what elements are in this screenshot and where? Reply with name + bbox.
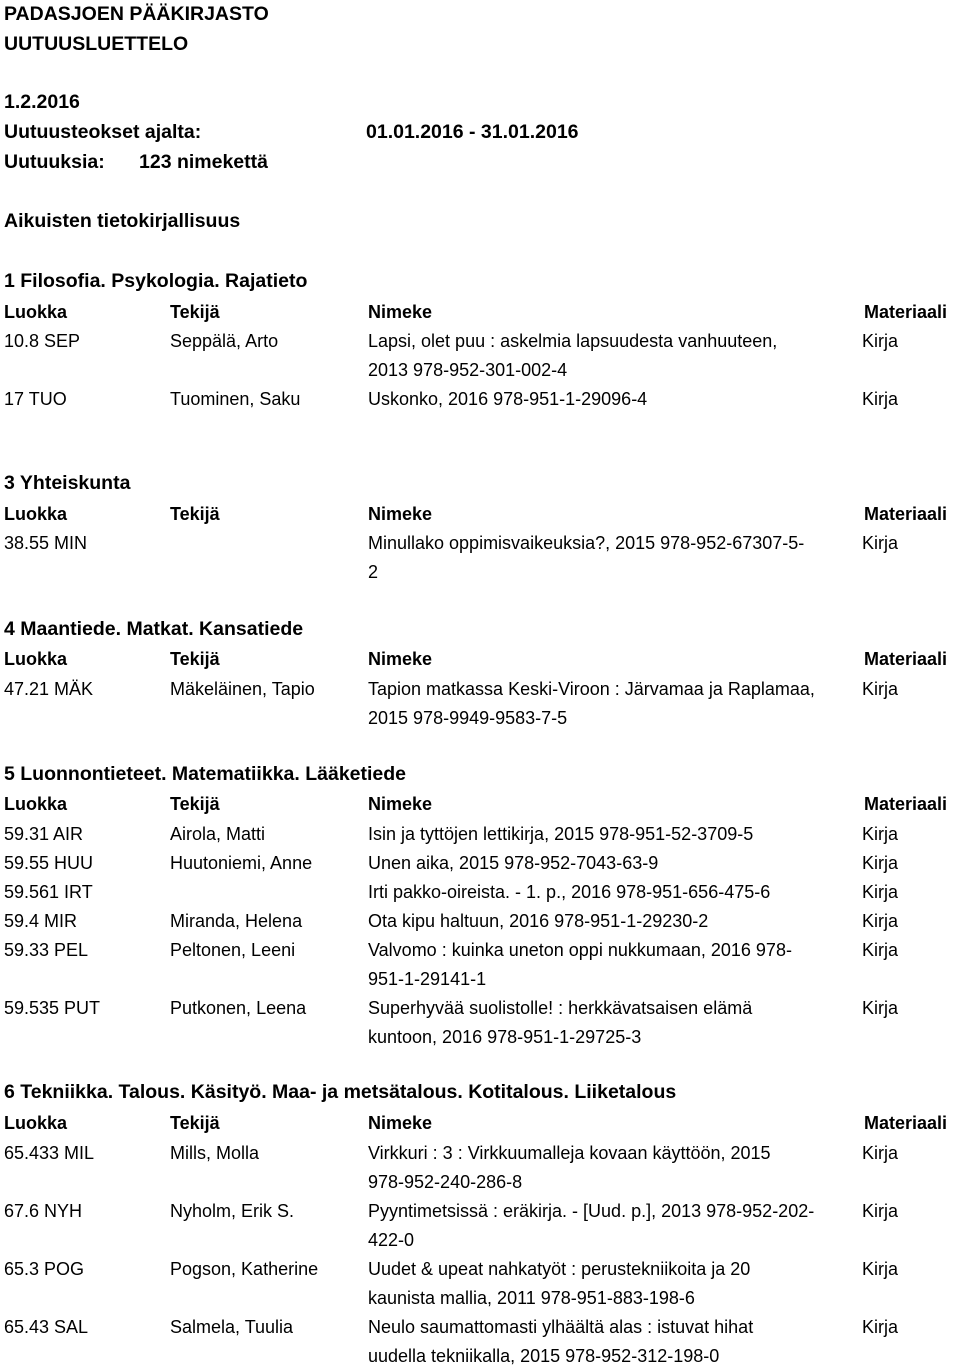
cell-luokka: 59.535 PUT	[4, 998, 101, 1018]
nimeke-line-1: Minullako oppimisvaikeuksia?, 2015 978-952-67307-5-	[368, 533, 805, 553]
cell-nimeke	[368, 994, 854, 1052]
period-value: 01.01.2016 - 31.01.2016	[366, 121, 579, 143]
cell-nimeke	[368, 675, 854, 733]
column-header-tekija: Tekijä	[170, 649, 220, 669]
cell-nimeke	[368, 907, 854, 936]
column-header-tekija: Tekijä	[170, 504, 220, 524]
section-title: 4 Maantiede. Matkat. Kansatiede	[4, 618, 304, 640]
column-header-nimeke: Nimeke	[368, 302, 433, 322]
cell-materiaali: Kirja	[862, 679, 899, 699]
cell-tekija: Huutoniemi, Anne	[170, 853, 313, 873]
cell-tekija: Seppälä, Arto	[170, 331, 279, 351]
library-name: PADASJOEN PÄÄKIRJASTO	[4, 3, 269, 25]
count-label: Uutuuksia:	[4, 151, 105, 173]
nimeke-line-2: kuntoon, 2016 978-951-1-29725-3	[368, 1027, 642, 1047]
cell-materiaali: Kirja	[862, 389, 899, 409]
cell-nimeke	[368, 1313, 854, 1371]
cell-tekija: Nyholm, Erik S.	[170, 1201, 295, 1221]
nimeke-line-2: kaunista mallia, 2011 978-951-883-198-6	[368, 1288, 695, 1308]
cell-nimeke	[368, 878, 854, 907]
cell-luokka: 59.31 AIR	[4, 824, 84, 844]
cell-materiaali: Kirja	[862, 998, 899, 1018]
nimeke-line-1: Lapsi, olet puu : askelmia lapsuudesta vanhuuteen,	[368, 331, 778, 351]
cell-nimeke	[368, 385, 854, 414]
cell-nimeke	[368, 820, 854, 849]
cell-luokka: 59.561 IRT	[4, 882, 93, 902]
column-header-tekija: Tekijä	[170, 1113, 220, 1133]
nimeke-line-1: Ota kipu haltuun, 2016 978-951-1-29230-2	[368, 911, 709, 931]
nimeke-line-1: Unen aika, 2015 978-952-7043-63-9	[368, 853, 659, 873]
cell-materiaali: Kirja	[862, 1317, 899, 1337]
column-header-tekija: Tekijä	[170, 302, 220, 322]
cell-nimeke	[368, 529, 854, 587]
section-title: 1 Filosofia. Psykologia. Rajatieto	[4, 270, 308, 292]
column-header-luokka: Luokka	[4, 302, 68, 322]
cell-tekija: Mäkeläinen, Tapio	[170, 679, 315, 699]
cell-nimeke	[368, 936, 854, 994]
category-title: Aikuisten tietokirjallisuus	[4, 210, 241, 232]
nimeke-line-1: Virkkuri : 3 : Virkkuumalleja kovaan käyttöön, 2015	[368, 1143, 771, 1163]
cell-nimeke	[368, 1197, 854, 1255]
list-date: 1.2.2016	[4, 91, 80, 113]
cell-luokka: 65.3 POG	[4, 1259, 85, 1279]
cell-luokka: 59.55 HUU	[4, 853, 94, 873]
column-header-nimeke: Nimeke	[368, 649, 433, 669]
column-header-materiaali: Materiaali	[864, 649, 948, 669]
nimeke-line-1: Isin ja tyttöjen lettikirja, 2015 978-951-52-3709-5	[368, 824, 754, 844]
cell-nimeke	[368, 327, 854, 385]
column-header-luokka: Luokka	[4, 504, 68, 524]
nimeke-line-1: Uskonko, 2016 978-951-1-29096-4	[368, 389, 648, 409]
section-title: 6 Tekniikka. Talous. Käsityö. Maa- ja metsätalous. Kotitalous. Liiketalous	[4, 1081, 677, 1103]
nimeke-line-1: Valvomo : kuinka uneton oppi nukkumaan, 2016 978-	[368, 940, 792, 960]
cell-luokka: 67.6 NYH	[4, 1201, 83, 1221]
cell-materiaali: Kirja	[862, 882, 899, 902]
cell-luokka: 59.33 PEL	[4, 940, 89, 960]
cell-materiaali: Kirja	[862, 533, 899, 553]
nimeke-line-2: uudella tekniikalla, 2015 978-952-312-198-0	[368, 1346, 720, 1366]
cell-tekija: Mills, Molla	[170, 1143, 260, 1163]
cell-nimeke	[368, 1139, 854, 1197]
cell-materiaali: Kirja	[862, 940, 899, 960]
cell-nimeke	[368, 1255, 854, 1313]
column-header-materiaali: Materiaali	[864, 302, 948, 322]
cell-materiaali: Kirja	[862, 331, 899, 351]
column-header-luokka: Luokka	[4, 794, 68, 814]
cell-tekija: Tuominen, Saku	[170, 389, 301, 409]
cell-nimeke	[368, 849, 854, 878]
nimeke-line-1: Irti pakko-oireista. - 1. p., 2016 978-951-656-475-6	[368, 882, 771, 902]
nimeke-line-1: Superhyvää suolistolle! : herkkävatsaisen elämä	[368, 998, 753, 1018]
cell-luokka: 65.433 MIL	[4, 1143, 95, 1163]
nimeke-line-2: 2013 978-952-301-002-4	[368, 360, 568, 380]
column-header-materiaali: Materiaali	[864, 1113, 948, 1133]
cell-tekija: Pogson, Katherine	[170, 1259, 319, 1279]
column-header-nimeke: Nimeke	[368, 794, 433, 814]
cell-luokka: 38.55 MIN	[4, 533, 88, 553]
nimeke-line-2: 2015 978-9949-9583-7-5	[368, 708, 568, 728]
period-row	[4, 121, 579, 143]
cell-materiaali: Kirja	[862, 911, 899, 931]
period-label: Uutuusteokset ajalta:	[4, 121, 202, 143]
cell-luokka: 10.8 SEP	[4, 331, 81, 351]
cell-materiaali: Kirja	[862, 853, 899, 873]
cell-luokka: 47.21 MÄK	[4, 679, 94, 699]
column-header-nimeke: Nimeke	[368, 504, 433, 524]
cell-luokka: 59.4 MIR	[4, 911, 78, 931]
column-header-luokka: Luokka	[4, 1113, 68, 1133]
list-title: UUTUUSLUETTELO	[4, 33, 189, 55]
cell-tekija: Miranda, Helena	[170, 911, 303, 931]
nimeke-line-2: 951-1-29141-1	[368, 969, 487, 989]
cell-tekija: Peltonen, Leeni	[170, 940, 296, 960]
count-row	[4, 151, 268, 173]
cell-materiaali: Kirja	[862, 1201, 899, 1221]
column-header-materiaali: Materiaali	[864, 794, 948, 814]
section-title: 3 Yhteiskunta	[4, 472, 131, 494]
cell-tekija: Salmela, Tuulia	[170, 1317, 294, 1337]
cell-luokka: 17 TUO	[4, 389, 67, 409]
cell-materiaali: Kirja	[862, 1259, 899, 1279]
nimeke-line-2: 2	[368, 562, 379, 582]
cell-materiaali: Kirja	[862, 824, 899, 844]
nimeke-line-1: Tapion matkassa Keski-Viroon : Järvamaa ja Raplamaa,	[368, 679, 815, 699]
cell-tekija: Airola, Matti	[170, 824, 266, 844]
column-header-tekija: Tekijä	[170, 794, 220, 814]
cell-tekija: Putkonen, Leena	[170, 998, 307, 1018]
column-header-materiaali: Materiaali	[864, 504, 948, 524]
nimeke-line-1: Uudet & upeat nahkatyöt : perustekniikoita ja 20	[368, 1259, 751, 1279]
count-value: 123 nimekettä	[139, 151, 268, 173]
nimeke-line-1: Pyyntimetsissä : eräkirja. - [Uud. p.], 2013 978-952-202-	[368, 1201, 815, 1221]
column-header-nimeke: Nimeke	[368, 1113, 433, 1133]
nimeke-line-2: 978-952-240-286-8	[368, 1172, 523, 1192]
column-header-luokka: Luokka	[4, 649, 68, 669]
section-title: 5 Luonnontieteet. Matematiikka. Lääketiede	[4, 763, 407, 785]
nimeke-line-2: 422-0	[368, 1230, 415, 1250]
cell-materiaali: Kirja	[862, 1143, 899, 1163]
nimeke-line-1: Neulo saumattomasti ylhäältä alas : istuvat hihat	[368, 1317, 754, 1337]
cell-luokka: 65.43 SAL	[4, 1317, 89, 1337]
